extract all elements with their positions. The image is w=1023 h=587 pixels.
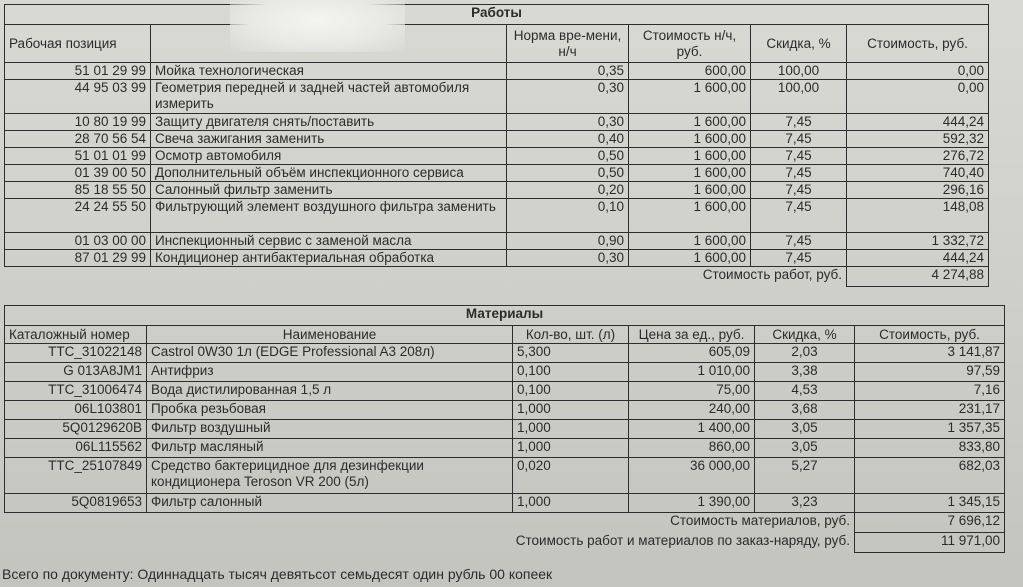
- works-cell-cost: 740,40: [847, 165, 989, 182]
- materials-cell-discount: 2,03: [755, 344, 855, 363]
- materials-cell-code: 5Q0819653: [5, 494, 147, 513]
- paper-glare: [230, 0, 405, 52]
- materials-cell-qty: 1,000: [513, 401, 629, 420]
- materials-row: [5, 382, 1005, 401]
- works-cell-discount: 7,45: [751, 148, 847, 165]
- works-cell-name: Геометрия передней и задней частей автомобиля измерить: [151, 80, 507, 114]
- works-cell-discount: 7,45: [751, 182, 847, 199]
- works-cell-code: 28 70 56 54: [5, 131, 151, 148]
- works-cell-discount: 7,45: [751, 233, 847, 250]
- works-cell-norm: 0,10: [507, 199, 629, 233]
- materials-cell-price: 1 390,00: [629, 494, 755, 513]
- materials-cell-name: Фильтр салонный: [147, 494, 513, 513]
- works-cell-code: 01 03 00 00: [5, 233, 151, 250]
- works-cell-name: Защиту двигателя снять/поставить: [151, 114, 507, 131]
- works-cell-norm: 0,30: [507, 250, 629, 267]
- works-total-label: Стоимость работ, руб.: [702, 267, 842, 282]
- materials-cell-code: 06L115562: [5, 439, 147, 458]
- works-cell-discount: 7,45: [751, 114, 847, 131]
- works-row: [5, 182, 989, 199]
- materials-row: [5, 494, 1005, 513]
- works-cell-name: Свеча зажигания заменить: [151, 131, 507, 148]
- works-cell-discount: 7,45: [751, 131, 847, 148]
- works-cell-cost: 444,24: [847, 114, 989, 131]
- materials-total-label: Стоимость материалов, руб.: [670, 513, 850, 528]
- materials-cell-qty: 5,300: [513, 344, 629, 363]
- materials-cell-code: 06L103801: [5, 401, 147, 420]
- works-cell-rate: 1 600,00: [629, 80, 751, 114]
- materials-cell-name: Вода дистилированная 1,5 л: [147, 382, 513, 401]
- works-cell-rate: 1 600,00: [629, 148, 751, 165]
- materials-cell-cost: 7,16: [855, 382, 1005, 401]
- materials-cell-cost: 3 141,87: [855, 344, 1005, 363]
- works-cell-cost: 296,16: [847, 182, 989, 199]
- materials-cell-qty: 1,000: [513, 420, 629, 439]
- works-row: [5, 80, 989, 114]
- works-cell-name: Дополнительный объём инспекционного сервиса: [151, 165, 507, 182]
- works-cell-norm: 0,30: [507, 114, 629, 131]
- works-cell-code: 10 80 19 99: [5, 114, 151, 131]
- materials-cell-name: Фильтр воздушный: [147, 420, 513, 439]
- works-row: [5, 165, 989, 182]
- works-cell-code: 24 24 55 50: [5, 199, 151, 233]
- works-total-value: 4 274,88: [847, 267, 989, 287]
- works-cell-cost: 1 332,72: [847, 233, 989, 250]
- works-cell-norm: 0,40: [507, 131, 629, 148]
- works-cell-norm: 0,90: [507, 233, 629, 250]
- works-cell-code: 87 01 29 99: [5, 250, 151, 267]
- works-cell-norm: 0,30: [507, 80, 629, 114]
- works-cell-discount: 100,00: [751, 63, 847, 80]
- works-cell-norm: 0,20: [507, 182, 629, 199]
- materials-cell-discount: 3,38: [755, 363, 855, 382]
- materials-cell-cost: 1 345,15: [855, 494, 1005, 513]
- works-cell-cost: 276,72: [847, 148, 989, 165]
- materials-row: [5, 439, 1005, 458]
- materials-cell-discount: 4,53: [755, 382, 855, 401]
- materials-row: [5, 363, 1005, 382]
- materials-cell-name: Castrol 0W30 1л (EDGE Professional A3 208л): [147, 344, 513, 363]
- materials-cell-code: 5Q0129620B: [5, 420, 147, 439]
- works-cell-code: 44 95 03 99: [5, 80, 151, 114]
- works-cell-rate: 1 600,00: [629, 250, 751, 267]
- materials-header-cost: Стоимость, руб.: [855, 326, 1005, 344]
- works-cell-cost: 148,08: [847, 199, 989, 233]
- materials-cell-price: 605,09: [629, 344, 755, 363]
- materials-cell-qty: 0,020: [513, 458, 629, 494]
- materials-cell-cost: 833,80: [855, 439, 1005, 458]
- materials-cell-code: TTC_31022148: [5, 344, 147, 363]
- works-cell-name: Инспекционный сервис с заменой масла: [151, 233, 507, 250]
- works-header-norm: Норма вре-мени, н/ч: [507, 25, 629, 63]
- materials-cell-discount: 3,05: [755, 420, 855, 439]
- works-cell-discount: 7,45: [751, 165, 847, 182]
- works-cell-code: 51 01 01 99: [5, 148, 151, 165]
- materials-cell-cost: 1 357,35: [855, 420, 1005, 439]
- works-cell-rate: 1 600,00: [629, 114, 751, 131]
- works-header-cost: Стоимость, руб.: [847, 25, 989, 63]
- materials-row: [5, 420, 1005, 439]
- materials-row: [5, 401, 1005, 420]
- materials-cell-price: 240,00: [629, 401, 755, 420]
- works-row: [5, 148, 989, 165]
- works-cell-norm: 0,50: [507, 165, 629, 182]
- materials-cell-code: G 013A8JM1: [5, 363, 147, 382]
- works-cell-code: 51 01 29 99: [5, 63, 151, 80]
- materials-cell-cost: 231,17: [855, 401, 1005, 420]
- works-table: [4, 4, 989, 287]
- works-row: [5, 63, 989, 80]
- works-cell-rate: 1 600,00: [629, 199, 751, 233]
- materials-row: [5, 344, 1005, 363]
- footer-total-in-words: Всего по документу: Одиннадцать тысяч девятьсот семьдесят один рубль 00 копеек: [2, 566, 553, 582]
- works-cell-cost: 592,32: [847, 131, 989, 148]
- materials-cell-code: TTC_31006474: [5, 382, 147, 401]
- works-cell-cost: 0,00: [847, 80, 989, 114]
- works-cell-name: Осмотр автомобиля: [151, 148, 507, 165]
- works-cell-rate: 1 600,00: [629, 165, 751, 182]
- grand-total-value: 11 971,00: [855, 533, 1005, 553]
- materials-cell-cost: 97,59: [855, 363, 1005, 382]
- materials-cell-price: 36 000,00: [629, 458, 755, 494]
- materials-cell-name: Пробка резьбовая: [147, 401, 513, 420]
- works-cell-name: Салонный фильтр заменить: [151, 182, 507, 199]
- grand-total-label: Стоимость работ и материалов по заказ-наряду, руб.: [515, 532, 850, 548]
- materials-header-discount: Скидка, %: [755, 326, 855, 344]
- works-cell-rate: 1 600,00: [629, 233, 751, 250]
- materials-cell-qty: 0,100: [513, 382, 629, 401]
- materials-cell-qty: 0,100: [513, 363, 629, 382]
- materials-header-name: Наименование: [147, 326, 513, 344]
- works-cell-name: Фильтрующий элемент воздушного фильтра заменить: [151, 199, 507, 233]
- works-cell-name: Мойка технологическая: [151, 63, 507, 80]
- works-row: [5, 233, 989, 250]
- materials-cell-discount: 3,05: [755, 439, 855, 458]
- materials-cell-price: 75,00: [629, 382, 755, 401]
- works-row: [5, 250, 989, 267]
- works-cell-rate: 1 600,00: [629, 131, 751, 148]
- materials-cell-name: Средство бактерицидное для дезинфекции кондиционера Teroson VR 200 (5л): [147, 458, 513, 494]
- materials-section-title: Материалы: [5, 306, 1005, 326]
- materials-cell-code: TTC_25107849: [5, 458, 147, 494]
- materials-cell-qty: 1,000: [513, 494, 629, 513]
- materials-header-code: Каталожный номер: [5, 326, 147, 344]
- works-row: [5, 131, 989, 148]
- works-cell-rate: 1 600,00: [629, 182, 751, 199]
- works-header-rate: Стоимость н/ч, руб.: [629, 25, 751, 63]
- materials-cell-qty: 1,000: [513, 439, 629, 458]
- materials-cell-price: 860,00: [629, 439, 755, 458]
- materials-cell-name: Фильтр масляный: [147, 439, 513, 458]
- materials-cell-discount: 5,27: [755, 458, 855, 494]
- materials-cell-discount: 3,68: [755, 401, 855, 420]
- works-cell-rate: 600,00: [629, 63, 751, 80]
- materials-header-price: Цена за ед., руб.: [629, 326, 755, 344]
- works-cell-name: Кондиционер антибактериальная обработка: [151, 250, 507, 267]
- materials-header-qty: Кол-во, шт. (л): [513, 326, 629, 344]
- works-cell-cost: 0,00: [847, 63, 989, 80]
- works-cell-code: 85 18 55 50: [5, 182, 151, 199]
- works-cell-norm: 0,35: [507, 63, 629, 80]
- materials-cell-name: Антифриз: [147, 363, 513, 382]
- works-cell-code: 01 39 00 50: [5, 165, 151, 182]
- works-cell-discount: 7,45: [751, 250, 847, 267]
- materials-row: [5, 458, 1005, 494]
- works-cell-cost: 444,24: [847, 250, 989, 267]
- materials-cell-price: 1 400,00: [629, 420, 755, 439]
- materials-cell-discount: 3,23: [755, 494, 855, 513]
- works-header-position: Рабочая позиция: [5, 25, 151, 63]
- works-header-discount: Скидка, %: [751, 25, 847, 63]
- materials-total-value: 7 696,12: [855, 513, 1005, 533]
- works-cell-discount: 100,00: [751, 80, 847, 114]
- works-row: [5, 114, 989, 131]
- works-section-title: Работы: [5, 5, 989, 25]
- works-cell-norm: 0,50: [507, 148, 629, 165]
- works-cell-discount: 7,45: [751, 199, 847, 233]
- materials-cell-price: 1 010,00: [629, 363, 755, 382]
- works-row: [5, 199, 989, 233]
- materials-cell-cost: 682,03: [855, 458, 1005, 494]
- materials-table: [4, 305, 1005, 553]
